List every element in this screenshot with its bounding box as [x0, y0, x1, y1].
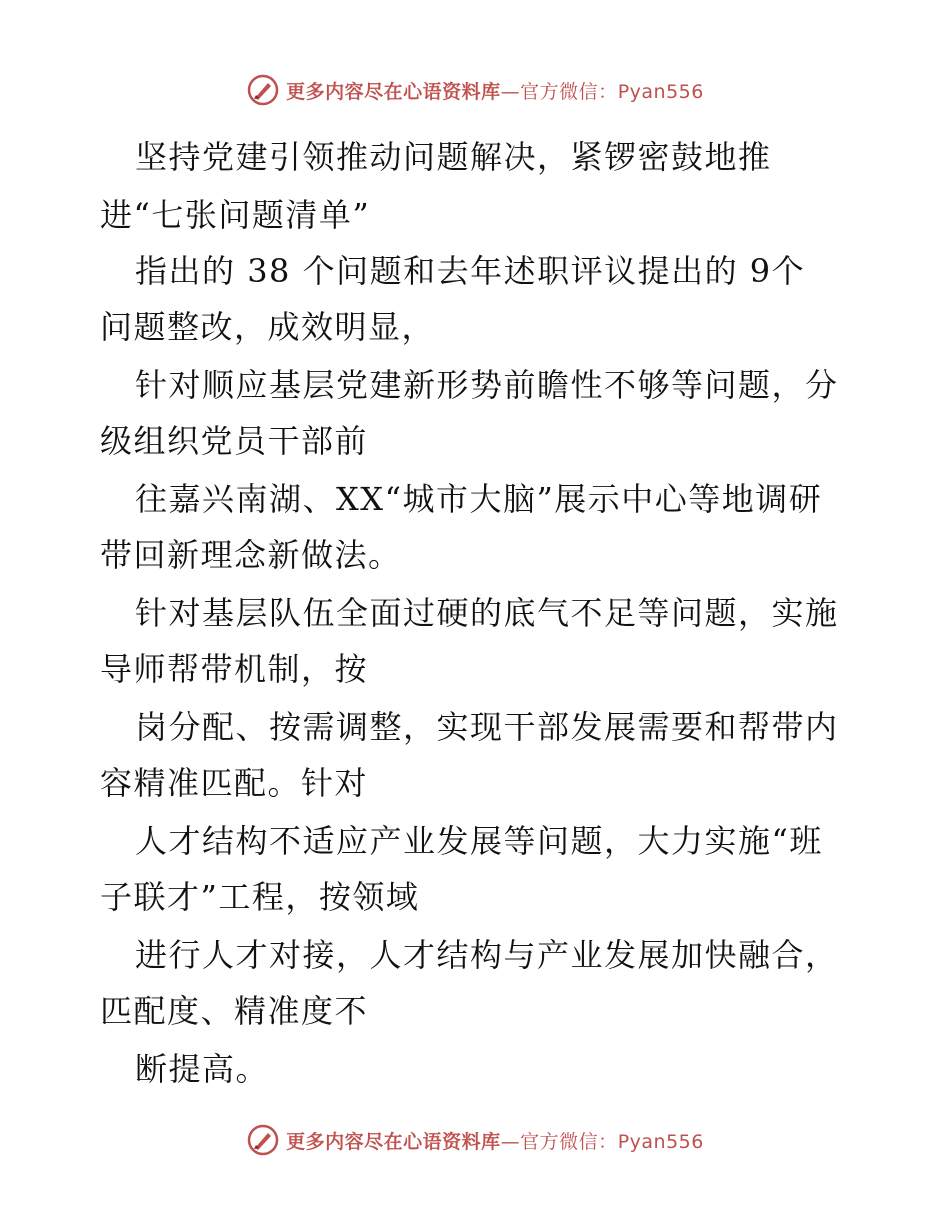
- text-line: 人才结构不适应产业发展等问题，大力实施“班: [100, 822, 823, 860]
- text-line: 匹配度、精准度不: [100, 992, 369, 1030]
- text-line: 针对基层队伍全面过硬的底气不足等问题，实施: [100, 594, 839, 632]
- text-line: 进行人才对接，人才结构与产业发展加快融合，: [100, 936, 839, 974]
- text-line: 往嘉兴南湖、XX“城市大脑”展示中心等地调研: [100, 480, 823, 518]
- header-banner-text: 更多内容尽在心语资料库—官方微信：Pyan556: [286, 80, 704, 103]
- text-line: 问题整改，成效明显，: [100, 308, 436, 346]
- footer-banner-text: 更多内容尽在心语资料库—官方微信：Pyan556: [286, 1130, 704, 1153]
- text-line: 针对顺应基层党建新形势前瞻性不够等问题，分: [100, 366, 839, 404]
- text-line: 进“七张问题清单”: [100, 196, 371, 234]
- header-banner: [0, 70, 950, 110]
- text-line: 容精准匹配。针对: [100, 764, 369, 802]
- pen-logo-icon: [246, 73, 280, 107]
- text-line: 导师帮带机制，按: [100, 650, 369, 688]
- text-line: 带回新理念新做法。: [100, 536, 402, 574]
- pen-logo-icon: [246, 1123, 280, 1157]
- text-line: 坚持党建引领推动问题解决，紧锣密鼓地推: [100, 138, 772, 176]
- text-line: 级组织党员干部前: [100, 422, 369, 460]
- text-line: 断提高。: [100, 1050, 270, 1088]
- text-line: 指出的 38 个问题和去年述职评议提出的 9个: [100, 252, 806, 290]
- text-line: 子联才”工程，按领域: [100, 878, 420, 916]
- footer-banner: [0, 1120, 950, 1160]
- text-line: 岗分配、按需调整，实现干部发展需要和帮带内: [100, 708, 839, 746]
